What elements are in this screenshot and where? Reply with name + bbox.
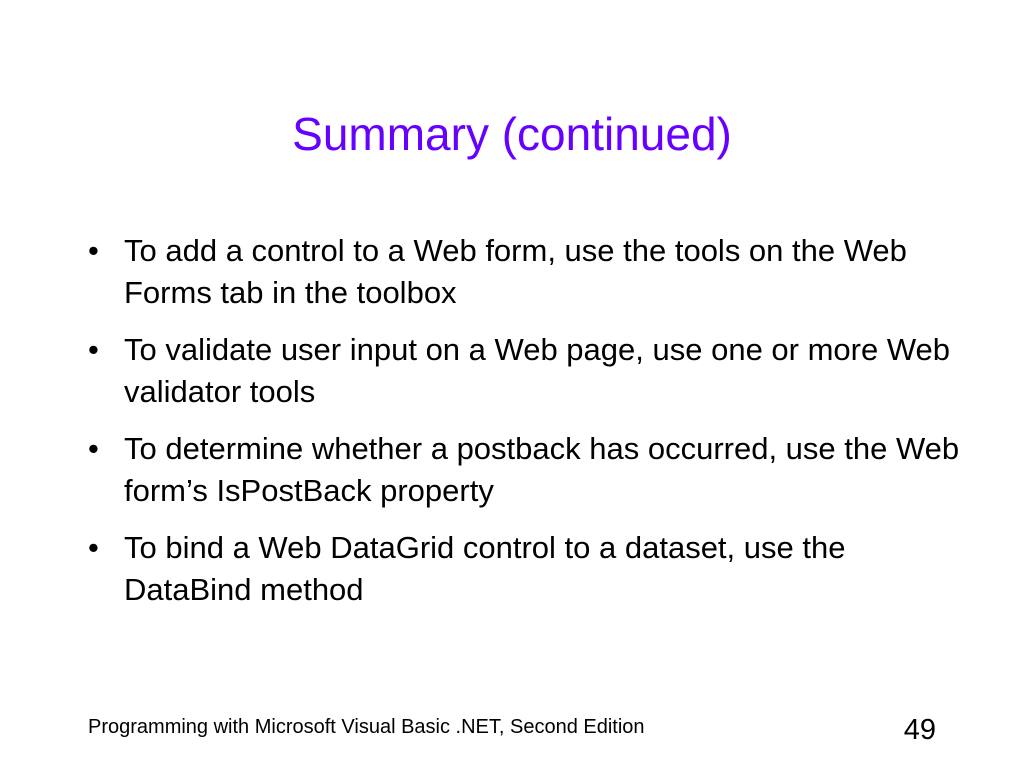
bullet-item (88, 329, 968, 413)
bullet-text: To determine whether a postback has occurred, use the Web form’s IsPostBack property (124, 431, 960, 508)
slide-title: Summary (continued) (292, 108, 732, 160)
bullet-icon: • (88, 233, 99, 268)
bullet-icon: • (88, 530, 99, 565)
bullet-item (88, 230, 968, 314)
footer-text: Programming with Microsoft Visual Basic .NET, Second Edition (88, 716, 645, 738)
page-number: 49 (903, 714, 936, 746)
bullet-list (88, 230, 968, 626)
bullet-text: To add a control to a Web form, use the tools on the Web Forms tab in the toolbox (124, 233, 907, 310)
bullet-icon: • (88, 431, 99, 466)
bullet-text: To validate user input on a Web page, use one or more Web validator tools (124, 332, 951, 409)
bullet-item (88, 527, 968, 611)
bullet-icon: • (88, 332, 99, 367)
bullet-text: To bind a Web DataGrid control to a dataset, use the DataBind method (124, 530, 846, 607)
bullet-item (88, 428, 968, 512)
